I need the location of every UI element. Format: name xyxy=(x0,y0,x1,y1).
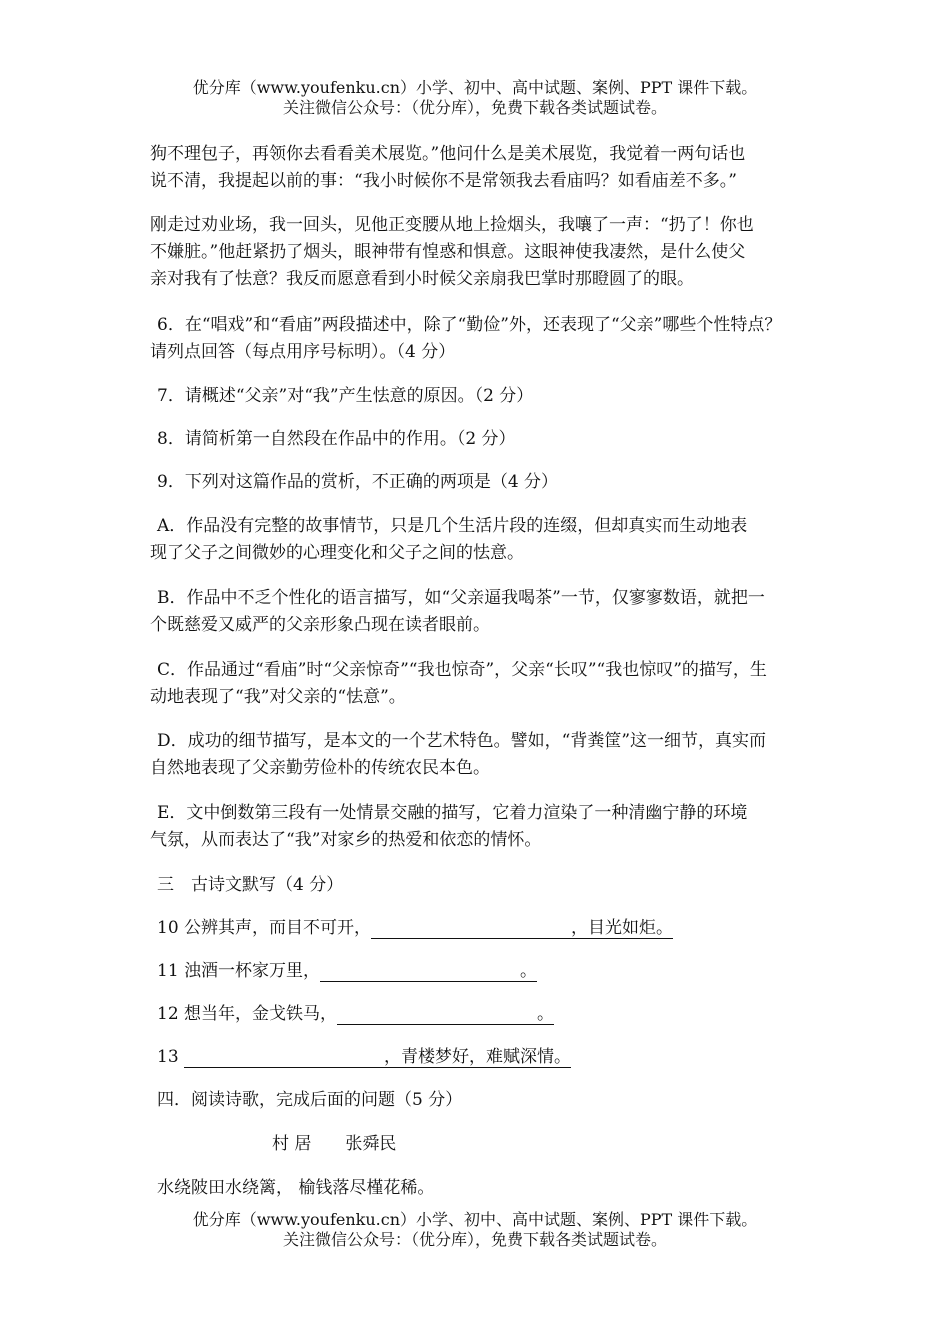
option-e: E．文中倒数第三段有一处情景交融的描写，它着力渲染了一种清幽宁静的环境 气氛，从而表达了“我”对家乡的热爱和依恋的情怀。 xyxy=(150,803,748,850)
page-footer xyxy=(0,1210,950,1250)
footer-line-1: 优分库（www.youfenku.cn）小学、初中、高中试题、案例、PPT 课件下载。 xyxy=(192,1210,758,1229)
poem-title: 村 居 xyxy=(272,1134,312,1154)
question-6: 6．在“唱戏”和“看庙”两段描述中，除了“勤俭”外，还表现了“父亲”哪些个性特点？ 请列点回答（每点用序号标明）。（4 分） xyxy=(150,315,782,362)
question-13: 13 ，青楼梦好，难赋深情。 xyxy=(157,1047,572,1067)
answer-blank-10[interactable]: ，目光如炬。 xyxy=(371,918,673,939)
question-8: 8．请简析第一自然段在作品中的作用。（2 分） xyxy=(157,429,516,449)
question-10: 10 公辨其声，而目不可开， ，目光如炬。 xyxy=(157,918,674,938)
poem-author: 张舜民 xyxy=(345,1134,397,1154)
header-line-1: 优分库（www.youfenku.cn）小学、初中、高中试题、案例、PPT 课件下载。 xyxy=(192,78,758,97)
question-11: 11 浊酒一杯家万里， 。 xyxy=(157,961,538,981)
section-4-title: 四．阅读诗歌，完成后面的问题（5 分） xyxy=(157,1090,463,1110)
answer-blank-11[interactable]: 。 xyxy=(320,961,537,982)
option-d: D．成功的细节描写，是本文的一个艺术特色。譬如，“背粪筐”这一细节，真实而 自然地表现了父亲勤劳俭朴的传统农民本色。 xyxy=(150,731,767,778)
page-header xyxy=(0,78,950,118)
question-9: 9．下列对这篇作品的赏析，不正确的两项是（4 分） xyxy=(157,472,559,492)
option-a: A．作品没有完整的故事情节，只是几个生活片段的连缀，但却真实而生动地表 现了父子之间微妙的心理变化和父子之间的怯意。 xyxy=(150,516,748,563)
answer-blank-13[interactable]: ，青楼梦好，难赋深情。 xyxy=(184,1047,571,1068)
answer-blank-12[interactable]: 。 xyxy=(337,1004,554,1025)
section-3-title: 三 古诗文默写（4 分） xyxy=(157,875,344,895)
option-c: C．作品通过“看庙”时“父亲惊奇”“我也惊奇”，父亲“长叹”“我也惊叹”的描写，生 动地表现了“我”对父亲的“怯意”。 xyxy=(150,660,767,707)
question-7: 7．请概述“父亲”对“我”产生怯意的原因。（2 分） xyxy=(157,386,534,406)
header-line-2: 关注微信公众号：（优分库），免费下载各类试题试卷。 xyxy=(282,98,667,117)
option-b: B．作品中不乏个性化的语言描写，如“父亲逼我喝茶”一节，仅寥寥数语，就把一 个既慈爱又威严的父亲形象凸现在读者眼前。 xyxy=(150,588,765,635)
question-12: 12 想当年，金戈铁马， 。 xyxy=(157,1004,555,1024)
passage-paragraph-1: 狗不理包子，再领你去看看美术展览。”他问什么是美术展览，我觉着一两句话也 说不清，我提起以前的事：“我小时候你不是常领我去看庙吗？如看庙差不多。” xyxy=(150,144,746,191)
poem-line-1: 水绕陂田水绕篱， 榆钱落尽槿花稀。 xyxy=(157,1178,435,1198)
poem-heading xyxy=(272,1131,950,1158)
footer-line-2: 关注微信公众号：（优分库），免费下载各类试题试卷。 xyxy=(282,1230,667,1249)
passage-paragraph-2: 刚走过劝业场，我一回头，见他正变腰从地上捡烟头，我嚷了一声：“扔了！你也 不嫌脏。”他赶紧扔了烟头，眼神带有惶惑和惧意。这眼神使我凄然，是什么使父 亲对我有了怯意？我反而愿意看到小时候父亲扇我巴掌时那瞪圆了的眼。 xyxy=(150,215,754,289)
